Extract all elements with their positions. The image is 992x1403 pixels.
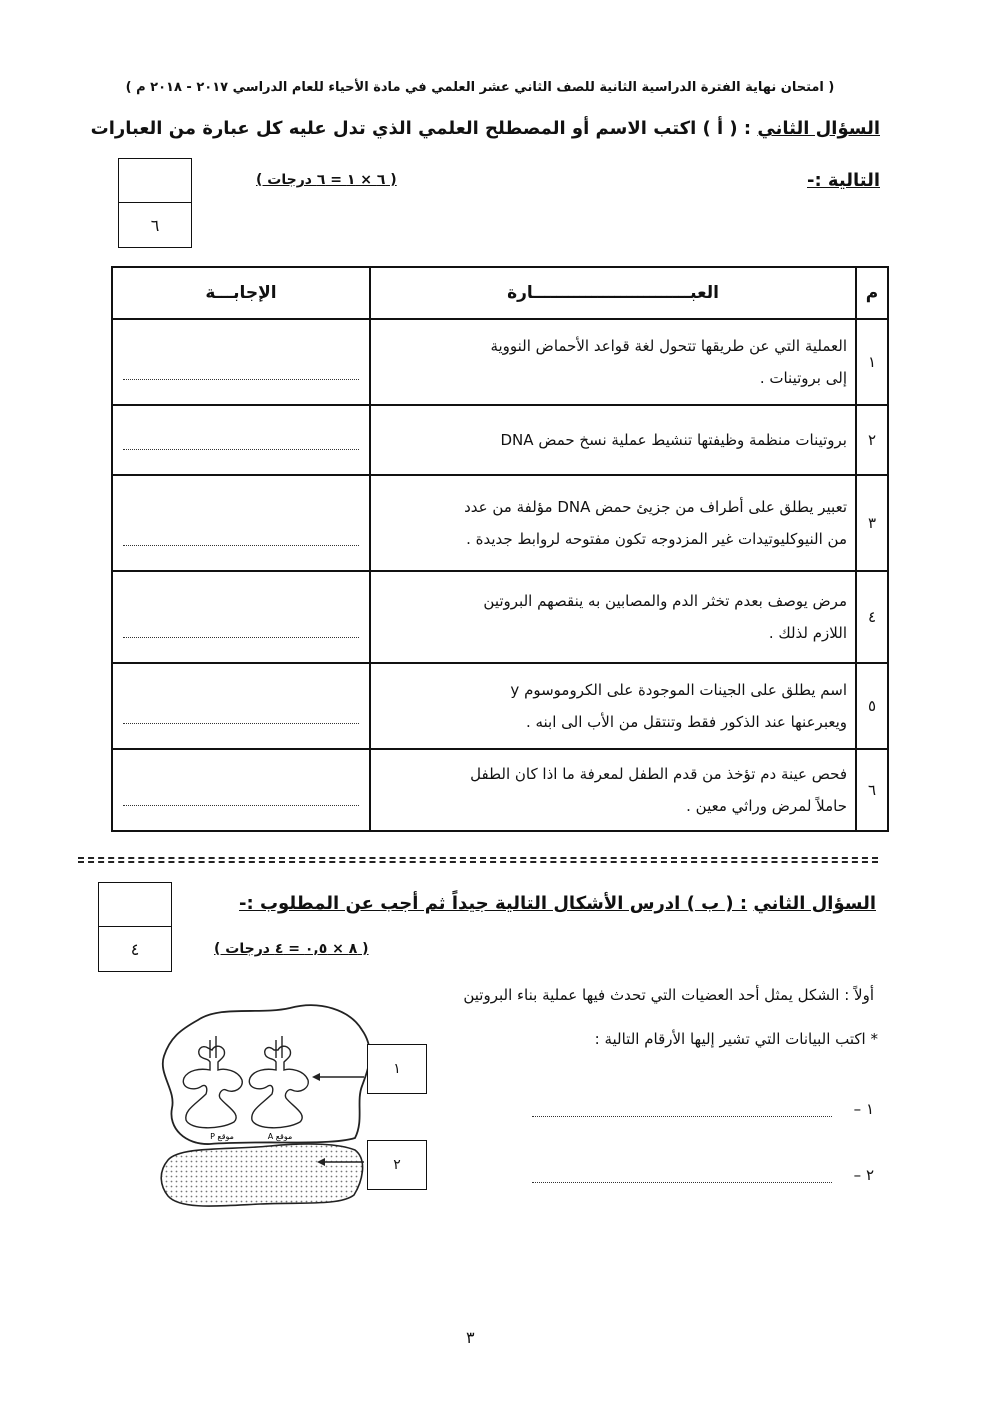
answer-item-label: ٢ – <box>853 1166 874 1184</box>
table-row <box>112 319 888 405</box>
statement-line: العملية التي عن طريقها تتحول لغة قواعد الأحماض النووية <box>490 337 847 355</box>
part-a-title-continuation: التالية :- <box>807 170 880 191</box>
part-b-intro: أولاً : الشكل يمثل أحد العضيات التي تحدث فيها عملية بناء البروتين <box>463 986 874 1004</box>
row-num: ١ <box>856 319 888 405</box>
row-statement <box>370 571 856 663</box>
statement-line: حاملاً لمرض وراثي معين . <box>686 797 847 815</box>
answer-dotted-line <box>123 637 359 638</box>
section-separator <box>78 857 878 859</box>
part-b-title <box>239 893 876 914</box>
row-statement <box>370 405 856 475</box>
answer-cell[interactable] <box>112 319 370 405</box>
statement-line: إلى بروتينات . <box>759 369 847 387</box>
header-answer: الإجابـــة <box>112 267 370 319</box>
part-a-score-box <box>118 158 192 248</box>
header-statement: العبـــــــــــــــــــــــــــارة <box>370 267 856 319</box>
site-p-label: موقع P <box>210 1132 234 1141</box>
part-b-instruction: * اكتب البيانات التي تشير إليها الأرقام التالية : <box>594 1030 878 1048</box>
answer-dotted-line <box>123 723 359 724</box>
row-statement <box>370 475 856 571</box>
figure-label-2: ٢ <box>367 1140 427 1190</box>
answer-dotted-line <box>123 449 359 450</box>
part-b-title-rest: : ( ب ) ادرس الأشكال التالية جيداً ثم أجب عن المطلوب :- <box>239 893 748 914</box>
row-num: ٥ <box>856 663 888 749</box>
score-box-empty-cell <box>119 159 191 203</box>
table-row <box>112 663 888 749</box>
part-b-score-box <box>98 882 172 972</box>
statement-line: من النيوكليوتيدات غير المزدوجه تكون مفتوحه لروابط جديدة . <box>466 530 847 548</box>
row-statement <box>370 319 856 405</box>
part-a-title-rest: : ( أ ) اكتب الاسم أو المصطلح العلمي الذي تدل عليه كل عبارة من العبارات <box>90 118 752 139</box>
row-num: ٦ <box>856 749 888 831</box>
statement-line: ويعبرعنها عند الذكور فقط وتنتقل من الأب الى ابنه . <box>525 713 847 731</box>
answer-cell[interactable] <box>112 749 370 831</box>
statement-line: اسم يطلق على الجينات الموجودة على الكروموسوم y <box>510 681 847 699</box>
score-box-total: ٦ <box>150 215 160 235</box>
row-statement <box>370 749 856 831</box>
answer-dotted-line <box>123 545 359 546</box>
part-b-marks: ( ٨ × ٠,٥ = ٤ درجات ) <box>214 941 369 957</box>
site-a-label: موقع A <box>267 1132 293 1141</box>
row-num: ٣ <box>856 475 888 571</box>
answer-line[interactable] <box>532 1182 832 1183</box>
answer-line[interactable] <box>532 1116 832 1117</box>
answer-dotted-line <box>123 379 359 380</box>
small-subunit-shape <box>161 1144 362 1206</box>
score-box-empty-cell <box>99 883 171 927</box>
answer-cell[interactable] <box>112 663 370 749</box>
table-row <box>112 749 888 831</box>
section-separator <box>78 861 878 863</box>
part-a-table <box>111 266 889 832</box>
row-num: ٢ <box>856 405 888 475</box>
header-num: م <box>856 267 888 319</box>
row-statement <box>370 663 856 749</box>
answer-dotted-line <box>123 805 359 806</box>
table-row <box>112 475 888 571</box>
part-b-title-prefix: السؤال الثاني <box>753 893 876 914</box>
score-box-total: ٤ <box>130 939 140 959</box>
statement-line: بروتينات منظمة وظيفتها تنشيط عملية نسخ حمض DNA <box>500 431 847 449</box>
part-a-marks: ( ٦ × ١ = ٦ درجات ) <box>256 172 397 188</box>
table-header-row <box>112 267 888 319</box>
answer-cell[interactable] <box>112 405 370 475</box>
answer-cell[interactable] <box>112 475 370 571</box>
table-row <box>112 571 888 663</box>
table-row <box>112 405 888 475</box>
statement-line: اللازم لذلك . <box>768 624 847 642</box>
page-number: ٣ <box>466 1328 475 1347</box>
statement-line: تعبير يطلق على أطراف من جزيئ حمض DNA مؤلفة من عدد <box>464 498 847 516</box>
part-a-title <box>91 118 880 139</box>
answer-item-label: ١ – <box>853 1100 874 1118</box>
answer-cell[interactable] <box>112 571 370 663</box>
statement-line: مرض يوصف بعدم تخثر الدم والمصابين به ينقصهم البروتين <box>483 592 847 610</box>
part-a-title-prefix: السؤال الثاني <box>757 118 880 139</box>
statement-line: فحص عينة دم تؤخذ من قدم الطفل لمعرفة ما اذا كان الطفل <box>470 765 847 783</box>
figure-label-1: ١ <box>367 1044 427 1094</box>
exam-header: ( امتحان نهاية الفترة الدراسية الثانية للصف الثاني عشر العلمي في مادة الأحياء للعام الدراسي ٢٠١٧ - ٢٠١٨ م ) <box>125 80 835 95</box>
row-num: ٤ <box>856 571 888 663</box>
